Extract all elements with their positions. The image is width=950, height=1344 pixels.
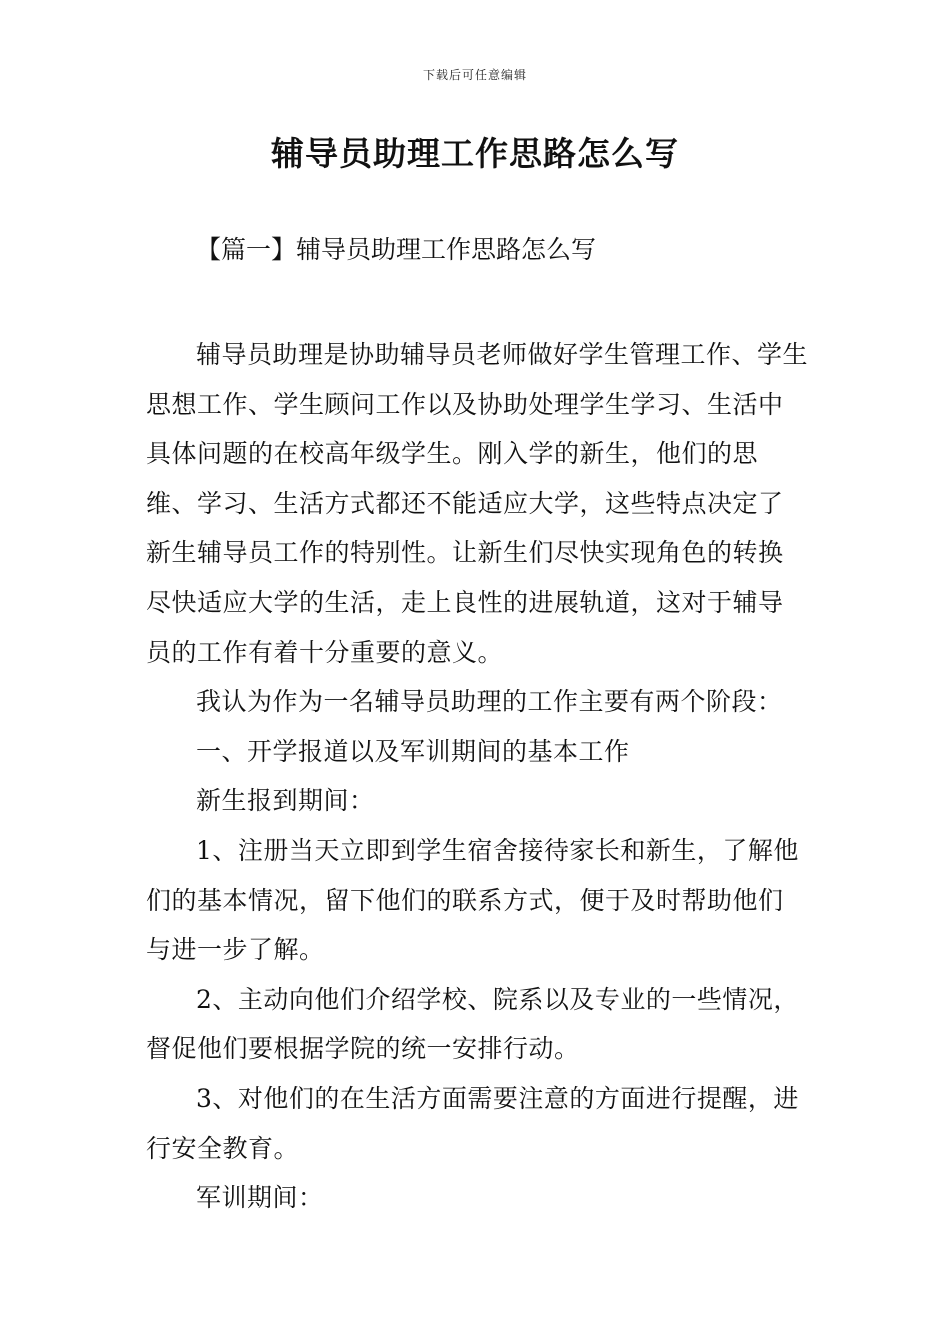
header-note: 下载后可任意编辑	[422, 68, 527, 82]
paragraph-stage-one-heading: 一、开学报道以及军训期间的基本工作	[196, 736, 630, 766]
document-title: 辅导员助理工作思路怎么写	[271, 134, 679, 173]
paragraph-item-1: 1、注册当天立即到学生宿舍接待家长和新生，了解他们的基本情况，留下他们的联系方式，便于及时帮助他们与进一步了解。	[146, 835, 799, 965]
paragraph-military-training-heading: 军训期间：	[196, 1183, 324, 1213]
paragraph-item-3: 3、对他们的在生活方面需要注意的方面进行提醒，进行安全教育。	[146, 1083, 799, 1163]
section-title: 【篇一】辅导员助理工作思路怎么写	[196, 235, 597, 264]
paragraph-registration-heading: 新生报到期间：	[196, 786, 375, 816]
paragraph-stages: 我认为作为一名辅导员助理的工作主要有两个阶段：	[196, 687, 783, 717]
paragraph-item-2: 2、主动向他们介绍学校、院系以及专业的一些情况，督促他们要根据学院的统一安排行动。	[146, 984, 799, 1064]
paragraph-intro: 辅导员助理是协助辅导员老师做好学生管理工作、学生思想工作、学生顾问工作以及协助处理学生学习、生活中具体问题的在校高年级学生。刚入学的新生，他们的思维、学习、生活方式都还不能适应大学，这些特点决定了新生辅导员工作的特别性。让新生们尽快实现角色的转换尽快适应大学的生活，走上良性的进展轨道，这对于辅导员的工作有着十分重要的意义。	[146, 340, 809, 667]
document-body	[146, 330, 808, 1223]
